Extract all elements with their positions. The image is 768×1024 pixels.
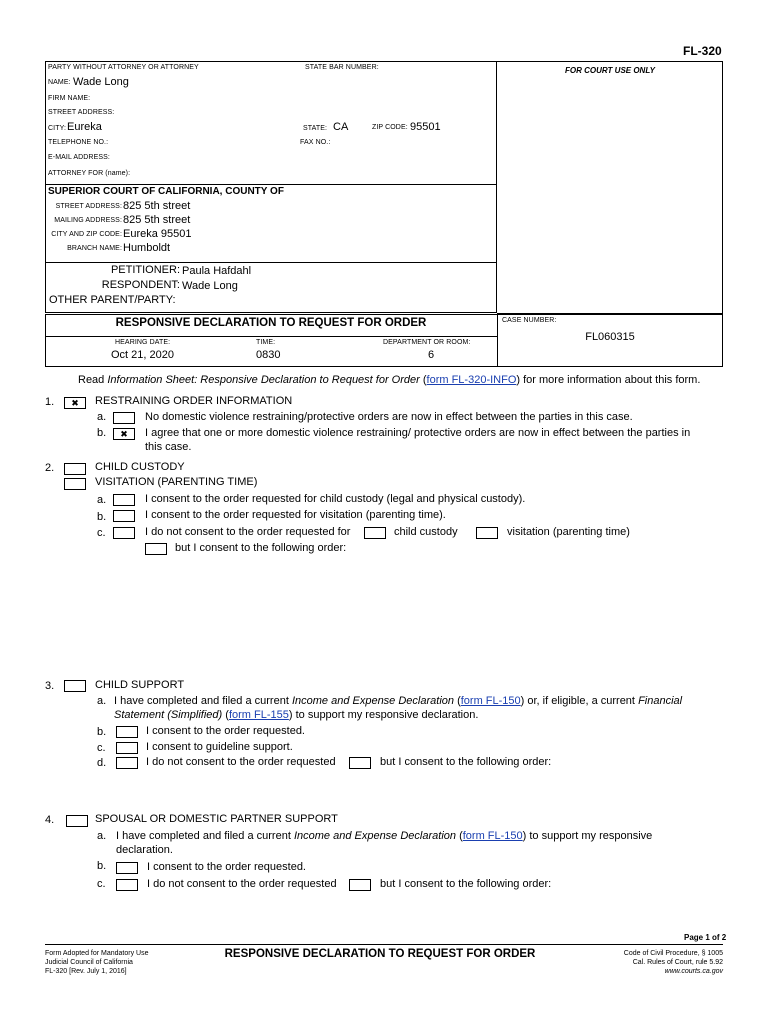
section4-b-letter: b. xyxy=(97,860,107,872)
section4-title: SPOUSAL OR DOMESTIC PARTNER SUPPORT xyxy=(95,813,338,825)
section2-c-following-checkbox[interactable] xyxy=(145,543,167,555)
petitioner-value[interactable]: Paula Hafdahl xyxy=(182,265,252,277)
section3-d-text2: but I consent to the following order: xyxy=(380,756,552,768)
state-label: STATE: xyxy=(303,125,328,132)
section3-a-letter: a. xyxy=(97,695,107,707)
section2-title2: VISITATION (PARENTING TIME) xyxy=(95,476,258,488)
form-title: RESPONSIVE DECLARATION TO REQUEST FOR ORDER xyxy=(115,317,427,329)
court-use-label: FOR COURT USE ONLY xyxy=(565,66,655,75)
court-mailing-value[interactable]: 825 5th street xyxy=(123,214,191,226)
court-cityzip-label: CITY AND ZIP CODE: xyxy=(51,231,122,238)
section2-custody-checkbox[interactable] xyxy=(64,463,86,475)
section1-a-checkbox[interactable] xyxy=(113,412,135,424)
section2-c-visitation-checkbox[interactable] xyxy=(476,527,498,539)
section4-c-text2: but I consent to the following order: xyxy=(380,878,552,890)
petitioner-label: PETITIONER: xyxy=(110,264,180,276)
footer-title: RESPONSIVE DECLARATION TO REQUEST FOR ORDER xyxy=(224,948,536,960)
attorney-for-label: ATTORNEY FOR (name): xyxy=(48,170,131,177)
section4-a-ital: Income and Expense Declaration xyxy=(293,830,456,842)
section3-b-text: I consent to the order requested. xyxy=(146,725,305,737)
section2-b-checkbox[interactable] xyxy=(113,510,135,522)
section4-checkbox[interactable] xyxy=(66,815,88,827)
email-label: E-MAIL ADDRESS: xyxy=(48,154,110,161)
section3-a-link1[interactable]: form FL-150 xyxy=(460,695,521,707)
section2-b-letter: b. xyxy=(97,511,107,523)
section3-b-checkbox[interactable] xyxy=(116,726,138,738)
page-number: Page 1 of 2 xyxy=(684,933,727,942)
section4-b-checkbox[interactable] xyxy=(116,862,138,874)
intro-paren: ( xyxy=(422,374,427,386)
section1-checkbox[interactable]: ✖ xyxy=(64,397,86,409)
section1-b-letter: b. xyxy=(97,427,107,439)
intro-prefix: Read xyxy=(78,374,105,386)
state-value[interactable]: CA xyxy=(333,121,349,133)
section3-a-paren1: ( xyxy=(457,695,461,707)
court-use-box xyxy=(497,61,723,314)
section2-c-letter: c. xyxy=(97,527,106,539)
section3-a-text1: I have completed and filed a current xyxy=(114,695,289,707)
section3-a-ital1: Income and Expense Declaration xyxy=(291,695,454,707)
section3-d-text: I do not consent to the order requested xyxy=(146,756,336,768)
party-label: PARTY WITHOUT ATTORNEY OR ATTORNEY xyxy=(48,64,199,71)
footer-rule xyxy=(45,944,723,945)
section2-a-text: I consent to the order requested for child custody (legal and physical custody). xyxy=(145,493,526,505)
firm-label: FIRM NAME: xyxy=(48,95,91,102)
section3-d-checkbox[interactable] xyxy=(116,757,138,769)
section1-b-text-2: this case. xyxy=(145,441,192,453)
section4-a-text3: declaration. xyxy=(116,844,173,856)
section4-a-link[interactable]: form FL-150 xyxy=(462,830,523,842)
section1-num: 1. xyxy=(45,396,55,408)
section2-num: 2. xyxy=(45,462,55,474)
section3-title: CHILD SUPPORT xyxy=(95,679,185,691)
section4-b-text: I consent to the order requested. xyxy=(147,861,306,873)
section4-a-line1 xyxy=(116,830,652,842)
section3-c-checkbox[interactable] xyxy=(116,742,138,754)
state-bar-label: STATE BAR NUMBER: xyxy=(305,64,379,71)
time-label: TIME: xyxy=(256,339,276,346)
section3-a-text3: ) to support my responsive declaration. xyxy=(288,709,479,721)
case-number-label: CASE NUMBER: xyxy=(502,317,557,324)
section2-a-checkbox[interactable] xyxy=(113,494,135,506)
section2-c-opt1: child custody xyxy=(394,526,458,538)
section4-a-text1: I have completed and filed a current xyxy=(116,830,291,842)
zip-label: ZIP CODE: xyxy=(372,124,408,131)
form-id: FL-320 xyxy=(683,44,722,58)
section1-a-letter: a. xyxy=(97,411,107,423)
respondent-value[interactable]: Wade Long xyxy=(182,280,238,292)
section3-num: 3. xyxy=(45,680,55,692)
section3-d-letter: d. xyxy=(97,757,107,769)
section4-a-letter: a. xyxy=(97,830,107,842)
section1-b-text: I agree that one or more domestic violence restraining/ protective orders are now in effect between the parties in xyxy=(145,427,691,439)
section3-a-link2[interactable]: form FL-155 xyxy=(228,709,289,721)
section1-b-checkbox[interactable]: ✖ xyxy=(113,428,135,440)
section1-a-text: No domestic violence restraining/protective orders are now in effect between the parties in this case. xyxy=(145,411,633,423)
section3-checkbox[interactable] xyxy=(64,680,86,692)
footer-left-1: Form Adopted for Mandatory Use xyxy=(45,950,149,957)
footer-right-2: Cal. Rules of Court, rule 5.92 xyxy=(632,959,723,966)
section2-title1: CHILD CUSTODY xyxy=(95,461,185,473)
section3-a-text2: ) or, if eligible, a current xyxy=(520,695,635,707)
intro-line xyxy=(78,374,700,386)
court-branch-value[interactable]: Humboldt xyxy=(123,242,171,254)
phone-label: TELEPHONE NO.: xyxy=(48,139,109,146)
section2-visitation-checkbox[interactable] xyxy=(64,478,86,490)
section4-c-following-checkbox[interactable] xyxy=(349,879,371,891)
hearing-date-label: HEARING DATE: xyxy=(115,339,171,346)
city-label: CITY: xyxy=(48,125,67,132)
footer-right-3[interactable]: www.courts.ca.gov xyxy=(664,968,723,975)
respondent-label: RESPONDENT: xyxy=(101,279,180,291)
footer-left xyxy=(45,949,149,976)
section4-c-letter: c. xyxy=(97,878,106,890)
section3-a-line2 xyxy=(114,709,478,721)
section3-c-letter: c. xyxy=(97,742,106,754)
section2-a-letter: a. xyxy=(97,494,107,506)
section4-c-checkbox[interactable] xyxy=(116,879,138,891)
section3-a-ital3: Statement (Simplified) xyxy=(114,709,223,721)
footer-left-3: FL-320 [Rev. July 1, 2016] xyxy=(45,968,127,975)
section1-title: RESTRAINING ORDER INFORMATION xyxy=(95,395,293,407)
time-value[interactable]: 0830 xyxy=(256,349,281,361)
section3-a-line1 xyxy=(114,695,682,707)
court-street-label: STREET ADDRESS: xyxy=(55,203,122,210)
section2-b-text: I consent to the order requested for visitation (parenting time). xyxy=(145,509,446,521)
court-branch-label: BRANCH NAME: xyxy=(67,245,122,252)
section2-c-opt2: visitation (parenting time) xyxy=(507,526,630,538)
section3-a-paren2: ( xyxy=(225,709,229,721)
court-title: SUPERIOR COURT OF CALIFORNIA, COUNTY OF xyxy=(48,186,284,197)
dept-label: DEPARTMENT OR ROOM: xyxy=(383,339,471,346)
section3-a-ital2: Financial xyxy=(638,695,683,707)
section2-c-text2: but I consent to the following order: xyxy=(175,542,347,554)
section3-d-following-checkbox[interactable] xyxy=(349,757,371,769)
section3-c-text: I consent to guideline support. xyxy=(146,741,293,753)
footer-left-2: Judicial Council of California xyxy=(45,959,133,966)
intro-info-title: Information Sheet: Responsive Declaration to Request for Order xyxy=(107,374,420,386)
name-label: NAME: xyxy=(48,79,71,86)
other-party-label: OTHER PARENT/PARTY: xyxy=(49,294,176,306)
intro-link[interactable]: form FL-320-INFO xyxy=(426,374,517,386)
title-divider xyxy=(45,336,497,337)
city-value[interactable]: Eureka xyxy=(67,121,102,133)
intro-suffix: ) for more information about this form. xyxy=(516,374,701,386)
hearing-date-value[interactable]: Oct 21, 2020 xyxy=(111,349,174,361)
case-number-value[interactable]: FL060315 xyxy=(585,331,635,343)
court-mailing-label: MAILING ADDRESS: xyxy=(54,217,122,224)
street-label: STREET ADDRESS: xyxy=(48,109,115,116)
zip-value[interactable]: 95501 xyxy=(410,121,441,133)
footer-right xyxy=(560,949,723,976)
footer-right-1: Code of Civil Procedure, § 1005 xyxy=(623,950,723,957)
court-street-value[interactable]: 825 5th street xyxy=(123,200,191,212)
section2-c-checkbox[interactable] xyxy=(113,527,135,539)
section2-c-text: I do not consent to the order requested for xyxy=(145,526,351,538)
section4-a-paren: ( xyxy=(459,830,463,842)
section4-a-text2: ) to support my responsive xyxy=(522,830,653,842)
section4-c-text: I do not consent to the order requested xyxy=(147,878,337,890)
section2-c-custody-checkbox[interactable] xyxy=(364,527,386,539)
section4-num: 4. xyxy=(45,814,55,826)
dept-value[interactable]: 6 xyxy=(428,349,435,361)
name-value[interactable]: Wade Long xyxy=(73,76,129,88)
section3-b-letter: b. xyxy=(97,726,107,738)
fax-label: FAX NO.: xyxy=(300,139,331,146)
court-cityzip-value[interactable]: Eureka 95501 xyxy=(123,228,192,240)
